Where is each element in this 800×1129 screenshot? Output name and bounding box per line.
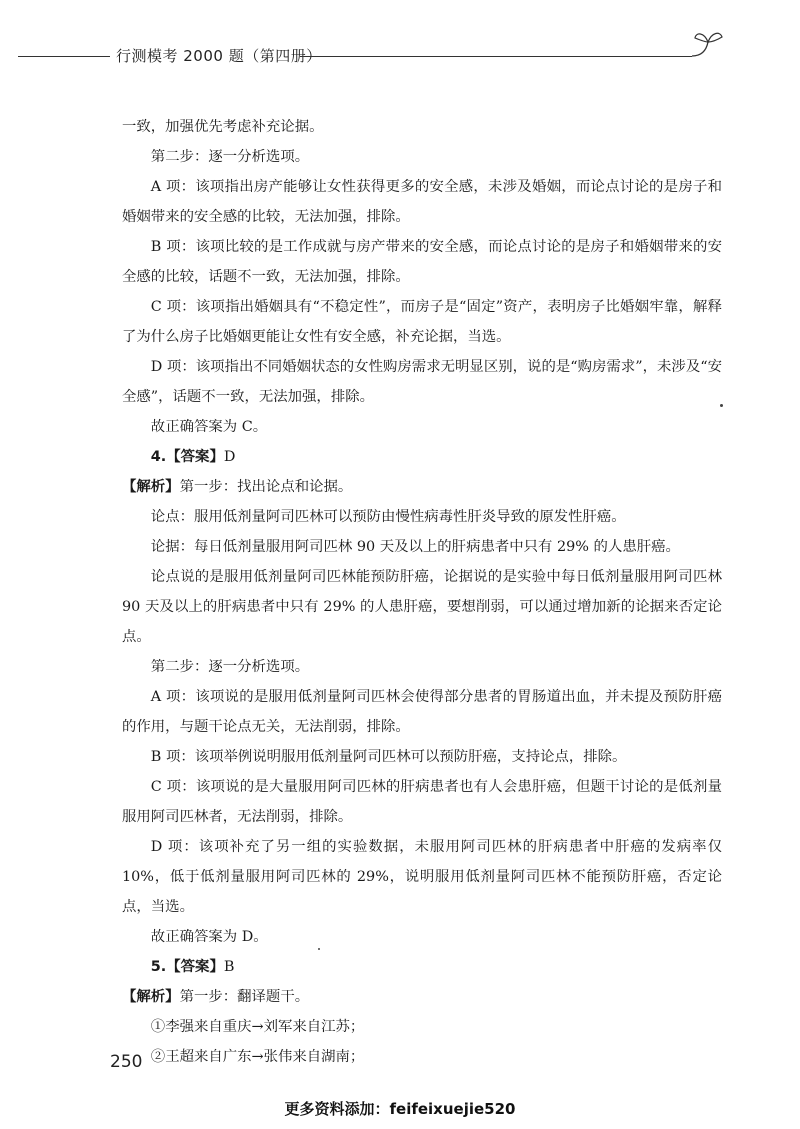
paragraph-text: C 项：该项指出婚姻具有“不稳定性”，而房子是“固定”资产，表明房子比婚姻牢靠，解释了为什么房子比婚姻更能让女性有安全感，补充论据，当选。 (122, 299, 722, 345)
paragraph (122, 532, 722, 562)
paragraph (122, 832, 722, 922)
header-title: 行测模考 2000 题（第四册） (116, 47, 322, 65)
paragraph-text: ①李强来自重庆→刘军来自江苏； (150, 1019, 365, 1035)
paragraph-text: 一致，加强优先考虑补充论据。 (122, 119, 324, 135)
answer-label: 4.【答案】 (150, 449, 224, 465)
paragraph-text: 论据：每日低剂量服用阿司匹林 90 天及以上的肝病患者中只有 29% 的人患肝癌。 (150, 539, 680, 555)
paragraph-text: A 项：该项指出房产能够让女性获得更多的安全感，未涉及婚姻，而论点讨论的是房子和婚姻带来的安全感的比较，无法加强，排除。 (122, 179, 722, 225)
paragraph-text: D 项：该项指出不同婚姻状态的女性购房需求无明显区别，说的是“购房需求”，未涉及“安全感”，话题不一致，无法加强，排除。 (122, 359, 722, 405)
paragraph (122, 472, 722, 502)
paragraph (122, 562, 722, 652)
page-number: 250 (110, 1052, 143, 1072)
paragraph (122, 1042, 722, 1072)
paragraph-text: 第二步：逐一分析选项。 (150, 659, 310, 675)
scan-speck (720, 404, 723, 407)
paragraph-text: B 项：该项举例说明服用低剂量阿司匹林可以预防肝癌，支持论点，排除。 (150, 749, 627, 765)
paragraph (122, 952, 722, 982)
paragraph-text: 论点说的是服用低剂量阿司匹林能预防肝癌，论据说的是实验中每日低剂量服用阿司匹林 90 天及以上的肝病患者中只有 29% 的人患肝癌，要想削弱，可以通过增加新的论据来否定论点。 (122, 569, 722, 645)
paragraph-text: 第一步：翻译题干。 (179, 989, 310, 1005)
paragraph (122, 652, 722, 682)
paragraph-text: 论点：服用低剂量阿司匹林可以预防由慢性病毒性肝炎导致的原发性肝癌。 (150, 509, 626, 525)
paragraph-text: ②王超来自广东→张伟来自湖南； (150, 1049, 365, 1065)
paragraph-text: D (223, 449, 236, 465)
paragraph (122, 442, 722, 472)
paragraph-text: 第一步：找出论点和论据。 (179, 479, 353, 495)
paragraph-text: B 项：该项比较的是工作成就与房产带来的安全感，而论点讨论的是房子和婚姻带来的安全感的比较，话题不一致，无法加强，排除。 (122, 239, 722, 285)
paragraph-text: C 项：该项说的是大量服用阿司匹林的肝病患者也有人会患肝癌，但题干讨论的是低剂量服用阿司匹林者，无法削弱，排除。 (122, 779, 722, 825)
header-rule-right (300, 56, 692, 57)
answer-label: 5.【答案】 (150, 959, 224, 975)
paragraph (122, 1012, 722, 1042)
paragraph (122, 352, 722, 412)
paragraph (122, 772, 722, 832)
paragraph (122, 172, 722, 232)
paragraph (122, 232, 722, 292)
sprout-icon (690, 28, 726, 62)
paragraph (122, 292, 722, 352)
paragraph-text: B (223, 959, 235, 975)
paragraph-text: 故正确答案为 D。 (150, 929, 268, 945)
answer-label: 【解析】 (122, 479, 180, 495)
scan-speck (318, 948, 320, 950)
paragraph (122, 142, 722, 172)
paragraph (122, 412, 722, 442)
paragraph (122, 742, 722, 772)
footer-contact: 更多资料添加：feifeixuejie520 (284, 1100, 516, 1118)
answer-label: 【解析】 (122, 989, 180, 1005)
paragraph-text: 第二步：逐一分析选项。 (150, 149, 310, 165)
paragraph-text: A 项：该项说的是服用低剂量阿司匹林会使得部分患者的胃肠道出血，并未提及预防肝癌的作用，与题干论点无关，无法削弱，排除。 (122, 689, 722, 735)
paragraph (122, 922, 722, 952)
paragraph (122, 682, 722, 742)
paragraph-text: D 项：该项补充了另一组的实验数据，未服用阿司匹林的肝病患者中肝癌的发病率仅 10%，低于低剂量服用阿司匹林的 29%，说明服用低剂量阿司匹林不能预防肝癌，否定论点，当选。 (122, 839, 722, 915)
answer-explanation-body (122, 112, 722, 1072)
page-header (0, 0, 800, 80)
paragraph (122, 112, 722, 142)
header-rule-left (18, 56, 110, 57)
paragraph (122, 502, 722, 532)
paragraph (122, 982, 722, 1012)
paragraph-text: 故正确答案为 C。 (150, 419, 268, 435)
